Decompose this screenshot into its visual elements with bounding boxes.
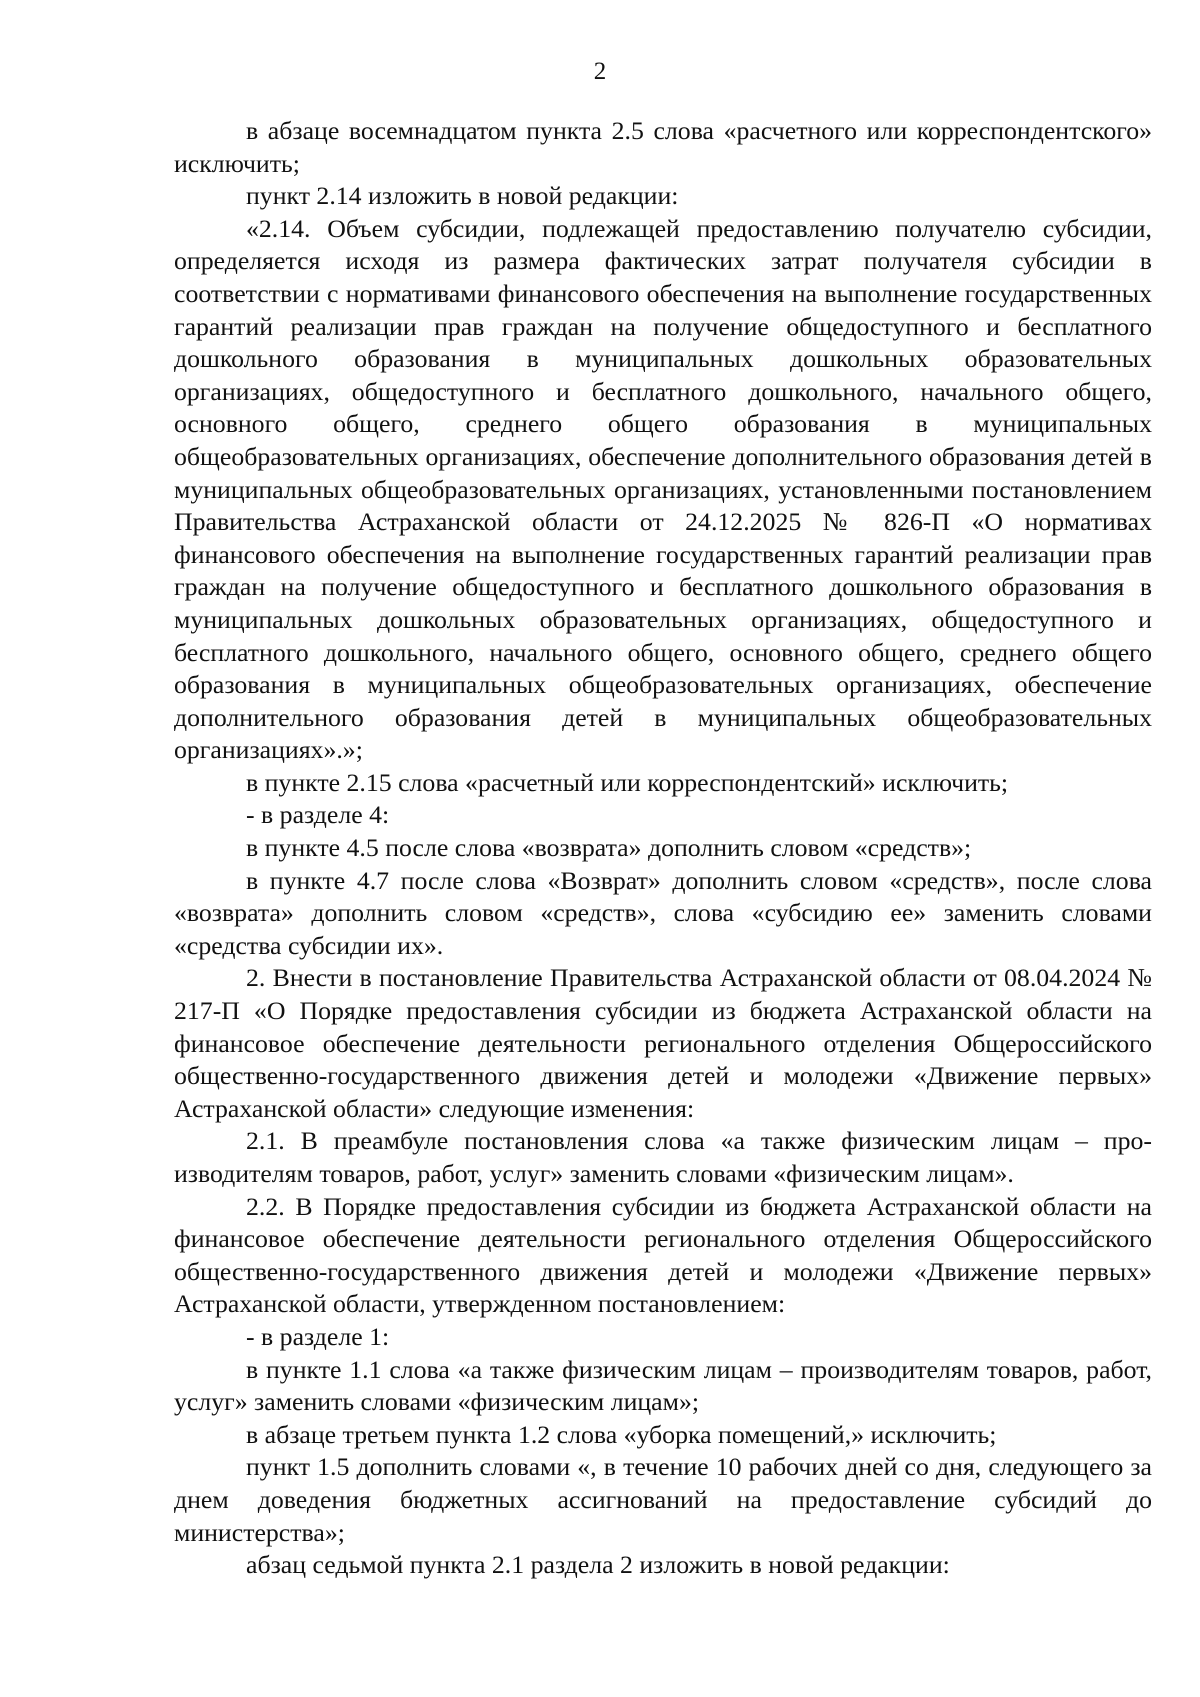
paragraph: абзац седьмой пункта 2.1 раздела 2 изложить в новой редакции: xyxy=(246,1550,950,1580)
paragraph: пункт 2.14 изложить в новой редакции: xyxy=(246,181,679,211)
paragraph: в абзаце восемнадцатом пункта 2.5 слова «расчетного или корреспондентского» исключить; xyxy=(174,116,1152,178)
paragraph: - в разделе 4: xyxy=(246,800,390,830)
paragraph: в абзаце третьем пункта 1.2 слова «уборка помещений,» исключить; xyxy=(246,1419,997,1449)
paragraph: 2.2. В Порядке предоставления субсидии из бюджета Астраханской области на финансовое обеспечение деятельности регионального отделения Общероссийского общественно-государственного движения детей и молодежи «Движение первых» Астраханской области, утвержденном постановлением: xyxy=(174,1191,1152,1319)
paragraph: в пункте 4.7 после слова «Возврат» дополнить словом «средств», после слова «возврата» дополнить словом «средств», слова «субсидию ее» заменить словами «средства субсидии их». xyxy=(174,865,1152,960)
paragraph: - в разделе 1: xyxy=(246,1321,390,1351)
paragraph: «2.14. Объем субсидии, подлежащей предоставлению получателю субсидии, определяется исходя из размера фактических затрат получателя субсидии в соответствии с нормативами финансового обеспечения на выполнение государственных гарантий реализации прав граждан на получение общедоступного и бесплатного дошкольного образования в муниципальных дошкольных образовательных организациях, общедоступного и бесплатного дошкольного, начального общего, основного общего, среднего общего образования в муниципальных общеобразовательных организациях, обеспечение дополнительного образования детей в муниципальных общеобразовательных организациях, установленными постановлением Правительства Астраханской области от 24.12.2025 № 826-П «О нормативах финансового обеспечения на выполнение государственных гарантий реализации прав граждан на получение общедоступного и бесплатного дошкольного образования в муниципальных дошкольных образовательных организациях, общедоступного и бесплатного дошкольного, начального общего, основного общего, среднего общего образования в муниципальных общеобразовательных организациях, обеспечение дополнительного образования детей в муниципальных общеобразовательных организациях».»; xyxy=(174,213,1152,765)
paragraph: в пункте 4.5 после слова «возврата» дополнить словом «средств»; xyxy=(246,833,972,863)
page-number: 2 xyxy=(593,58,607,85)
paragraph: 2. Внести в постановление Правительства Астраханской области от 08.04.2024 № 217-П «О Порядке предоставления субсидии из бюджета Астраханской области на финансовое обеспечение деятельности регионального отделения Общероссийского общественно-государственного движения детей и молодежи «Движение первых» Астраханской области» следующие изменения: xyxy=(174,963,1152,1123)
paragraph: 2.1. В преамбуле постановления слова «а также физическим лицам – производителям товаров, работ, услуг» заменить словами «физическим лицам». xyxy=(174,1126,1152,1188)
paragraph: в пункте 2.15 слова «расчетный или корреспондентский» исключить; xyxy=(246,767,1009,797)
document-body xyxy=(174,115,1152,1582)
paragraph: в пункте 1.1 слова «а также физическим лицам – производителям товаров, работ, услуг» заменить словами «физическим лицам»; xyxy=(174,1354,1152,1417)
paragraph: пункт 1.5 дополнить словами «, в течение 10 рабочих дней со дня, следующего за днем доведения бюджетных ассигнований на предоставление субсидий до министерства»; xyxy=(174,1452,1152,1547)
